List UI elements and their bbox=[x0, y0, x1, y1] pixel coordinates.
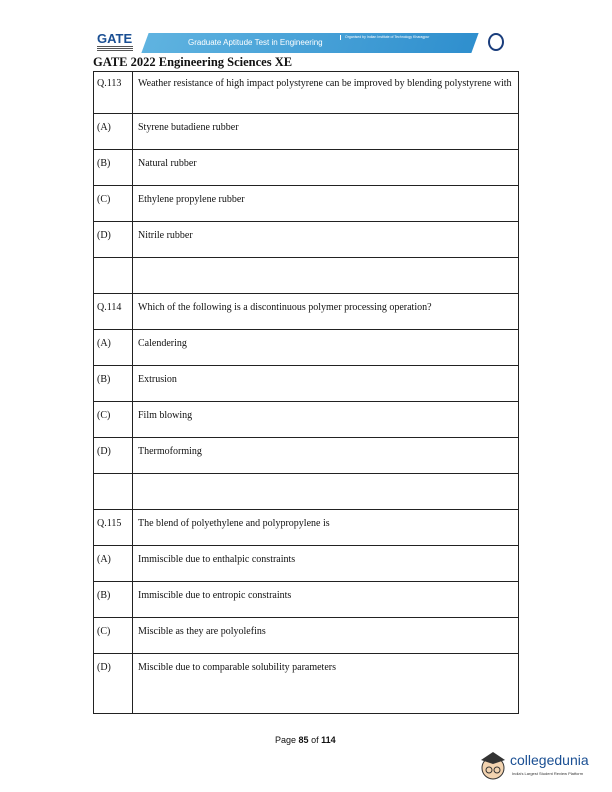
questions-table bbox=[93, 71, 519, 714]
row-label: (C) bbox=[94, 402, 133, 438]
option-row bbox=[94, 546, 519, 582]
gate-logo: GATE bbox=[97, 31, 133, 46]
row-text: Styrene butadiene rubber bbox=[133, 114, 519, 150]
row-text: Calendering bbox=[133, 330, 519, 366]
row-label: (A) bbox=[94, 546, 133, 582]
row-text: The blend of polyethylene and polypropylene is bbox=[133, 510, 519, 546]
row-label: (B) bbox=[94, 366, 133, 402]
collegedunia-logo: collegedunia bbox=[510, 752, 589, 768]
option-row bbox=[94, 438, 519, 474]
option-row bbox=[94, 618, 519, 654]
collegedunia-mascot-icon bbox=[478, 748, 508, 784]
row-label: (A) bbox=[94, 114, 133, 150]
row-label: (D) bbox=[94, 222, 133, 258]
row-text bbox=[133, 258, 519, 294]
row-text: Immiscible due to enthalpic constraints bbox=[133, 546, 519, 582]
row-label: (D) bbox=[94, 438, 133, 474]
organizer-text: Organised by Indian Institute of Technology Kharagpur bbox=[340, 35, 429, 40]
row-text: Film blowing bbox=[133, 402, 519, 438]
row-text: Immiscible due to entropic constraints bbox=[133, 582, 519, 618]
row-label bbox=[94, 258, 133, 294]
row-text: Which of the following is a discontinuous polymer processing operation? bbox=[133, 294, 519, 330]
option-row bbox=[94, 330, 519, 366]
document-title: GATE 2022 Engineering Sciences XE bbox=[93, 55, 293, 69]
question-row bbox=[94, 510, 519, 546]
row-text bbox=[133, 474, 519, 510]
row-label: (C) bbox=[94, 186, 133, 222]
total-pages: 114 bbox=[321, 735, 336, 745]
option-row bbox=[94, 654, 519, 714]
option-row bbox=[94, 114, 519, 150]
row-label: (D) bbox=[94, 654, 133, 714]
row-text: Miscible as they are polyolefins bbox=[133, 618, 519, 654]
question-row bbox=[94, 72, 519, 114]
row-text: Thermoforming bbox=[133, 438, 519, 474]
gate-logo-subtext bbox=[97, 46, 133, 52]
current-page: 85 bbox=[298, 735, 309, 745]
option-row bbox=[94, 402, 519, 438]
page-prefix: Page bbox=[275, 735, 297, 745]
option-row bbox=[94, 366, 519, 402]
option-row bbox=[94, 222, 519, 258]
row-label bbox=[94, 474, 133, 510]
blank-row bbox=[94, 258, 519, 294]
row-label: (B) bbox=[94, 582, 133, 618]
iit-kharagpur-logo-icon bbox=[488, 33, 504, 51]
page-of: of bbox=[311, 735, 319, 745]
row-text: Ethylene propylene rubber bbox=[133, 186, 519, 222]
blank-row bbox=[94, 474, 519, 510]
banner-text: Graduate Aptitude Test in Engineering bbox=[188, 38, 323, 47]
question-row bbox=[94, 294, 519, 330]
row-label: Q.114 bbox=[94, 294, 133, 330]
row-label: (B) bbox=[94, 150, 133, 186]
row-text: Nitrile rubber bbox=[133, 222, 519, 258]
row-label: (A) bbox=[94, 330, 133, 366]
row-label: Q.115 bbox=[94, 510, 133, 546]
row-text: Extrusion bbox=[133, 366, 519, 402]
row-text: Natural rubber bbox=[133, 150, 519, 186]
option-row bbox=[94, 582, 519, 618]
page-number bbox=[275, 735, 336, 745]
option-row bbox=[94, 186, 519, 222]
row-label: Q.113 bbox=[94, 72, 133, 114]
collegedunia-tagline: India's Largest Student Review Platform bbox=[512, 771, 584, 776]
option-row bbox=[94, 150, 519, 186]
row-label: (C) bbox=[94, 618, 133, 654]
row-text: Miscible due to comparable solubility parameters bbox=[133, 654, 519, 714]
row-text: Weather resistance of high impact polystyrene can be improved by blending polystyrene with bbox=[133, 72, 519, 114]
